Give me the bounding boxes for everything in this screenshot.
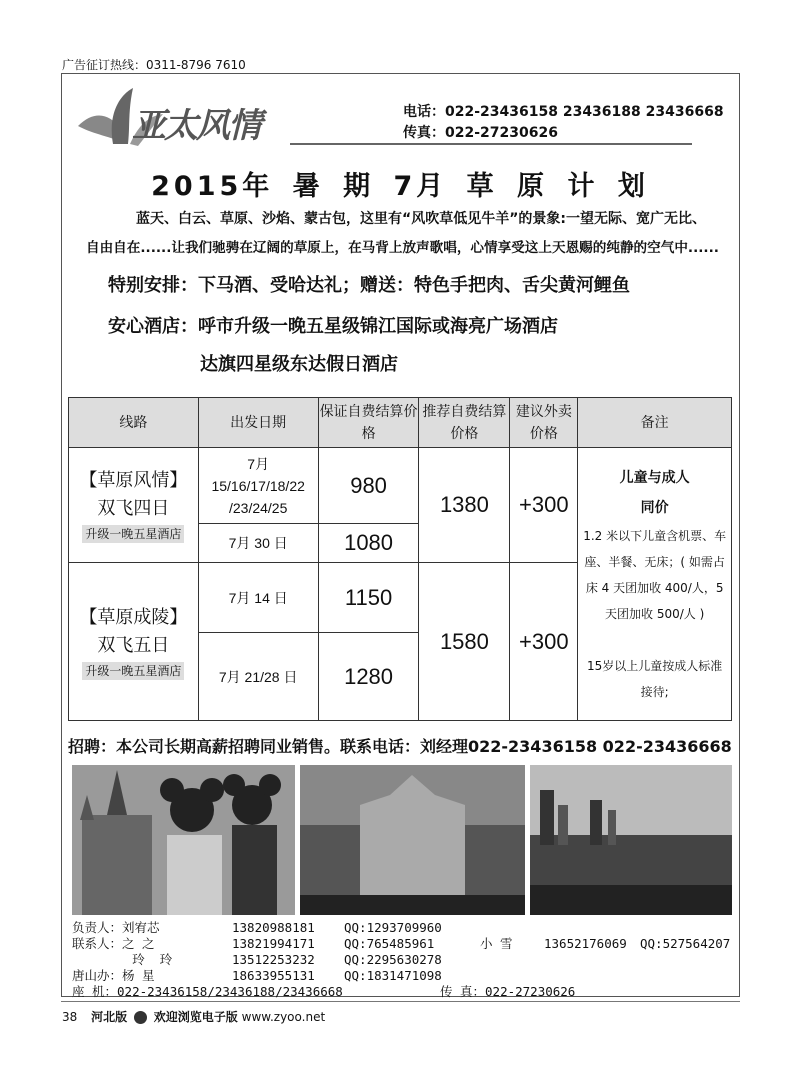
contact-name: 玲 玲 [72,952,173,967]
note-title-2: 同价 [640,500,669,516]
price-cell: 1280 [318,633,419,721]
contact-name: 负责人：刘宥芯 [72,920,160,935]
header-rule [290,143,692,145]
recommended-cell: 1380 [419,448,510,563]
disney-castle-photo [72,765,295,915]
contact-row [72,984,730,1000]
intro-line-2: 自由自在......让我们驰骋在辽阔的草原上，在马背上放声歌唱，心情享受这上天恩赐的纯静的空气中...... [86,240,719,256]
route-days: 双飞四日 [97,498,170,519]
zyoo-logo-icon [134,1011,147,1024]
col-header: 线路 [69,398,199,448]
markup-cell: +300 [510,448,578,563]
price-table [68,397,732,721]
hotel-line-2: 达旗四星级东达假日酒店 [200,354,398,375]
ruins-of-st-paul-photo [300,765,525,915]
page-number: 38 [62,1010,78,1024]
contact-name: 小 雪 [480,936,513,951]
header-fax: 传真：022-27230626 [403,125,558,141]
hotel-line-1: 安心酒店：呼市升级一晚五星级锦江国际或海亮广场酒店 [108,316,558,337]
col-header: 推荐自费结算价格 [419,398,510,448]
price-cell: 1080 [318,524,419,563]
route-cell [69,448,199,563]
price-cell: 980 [318,448,419,524]
date-cell: 7月 15/16/17/18/22 /23/24/25 [198,448,318,524]
col-header: 保证自费结算价格 [318,398,419,448]
note-footer: 15岁以上儿童按成人标准接待; [587,659,723,699]
contact-phone: 18633955131 [232,968,315,983]
col-header: 建议外卖价格 [510,398,578,448]
page-title: 2015年 暑 期 7月 草 原 计 划 [151,171,649,202]
table-row [69,448,732,524]
route-name: 【草原风情】 [79,470,188,491]
route-tag: 升级一晚五星酒店 [82,662,184,680]
contact-name: 联系人：之 之 [72,936,155,951]
note-body: 1.2 米以下儿童含机票、车座、半餐、无床；( 如需占床 4 天团加收 400/人，5 天团加收 500/人 ) [583,529,727,621]
contact-phone: 13820988181 [232,920,315,935]
contact-phone: 13512253232 [232,952,315,967]
website-link[interactable]: www.zyoo.net [241,1010,326,1024]
intro-line-1: 蓝天、白云、草原、沙焰、蒙古包，这里有“风吹草低见牛羊”的景象:一望无际、宽广无比、 [136,211,706,227]
col-header: 备注 [578,398,732,448]
table-header-row [69,398,732,448]
notes-cell [578,448,732,721]
contact-phone: 13821994171 [232,936,315,951]
route-days: 双飞五日 [97,634,170,656]
route-tag: 升级一晚五星酒店 [82,525,184,543]
landline: 座 机：022-23436158/23436188/23436668 [72,984,343,999]
markup-cell: +300 [510,563,578,721]
note-title-1: 儿童与成人 [619,470,690,486]
date-cell: 7月 14 日 [198,563,318,633]
edition: 河北版 [91,1010,128,1024]
contact-qq: QQ:2295630278 [344,952,442,967]
contact-phone: 13652176069 [544,936,627,951]
contact-qq: QQ:527564207 [640,936,731,951]
contacts-block [72,920,730,1000]
logo-text: 亚太风情 [132,106,260,146]
contact-row [72,920,730,936]
col-header: 出发日期 [198,398,318,448]
date-cell: 7月 21/28 日 [198,633,318,721]
recommended-cell: 1580 [419,563,510,721]
contact-name: 唐山办：杨 星 [72,968,155,983]
contact-row [72,968,730,984]
promo-text: 欢迎浏览电子版 [153,1010,238,1024]
ad-hotline: 广告征订热线：0311-8796 7610 [62,58,246,72]
fax: 传 真：022-27230626 [440,984,576,999]
contact-row [72,936,730,952]
contact-qq: QQ:1293709960 [344,920,442,935]
route-cell [69,563,199,721]
page-footer [62,1008,325,1025]
city-skyline-photo [530,765,732,915]
contact-qq: QQ:765485961 [344,936,435,951]
contact-row [72,952,730,968]
date-cell: 7月 30 日 [198,524,318,563]
footer-rule [61,1001,740,1002]
route-name: 【草原成陵】 [79,606,188,628]
contact-qq: QQ:1831471098 [344,968,442,983]
recruitment-notice: 招聘：本公司长期高薪招聘同业销售。联系电话：刘经理022-23436158 022-23436668 [68,737,732,756]
price-cell: 1150 [318,563,419,633]
header-phone: 电话：022-23436158 23436188 23436668 [403,104,724,120]
special-arrangement: 特别安排：下马酒、受哈达礼；赠送：特色手把肉、舌尖黄河鲤鱼 [108,275,630,296]
